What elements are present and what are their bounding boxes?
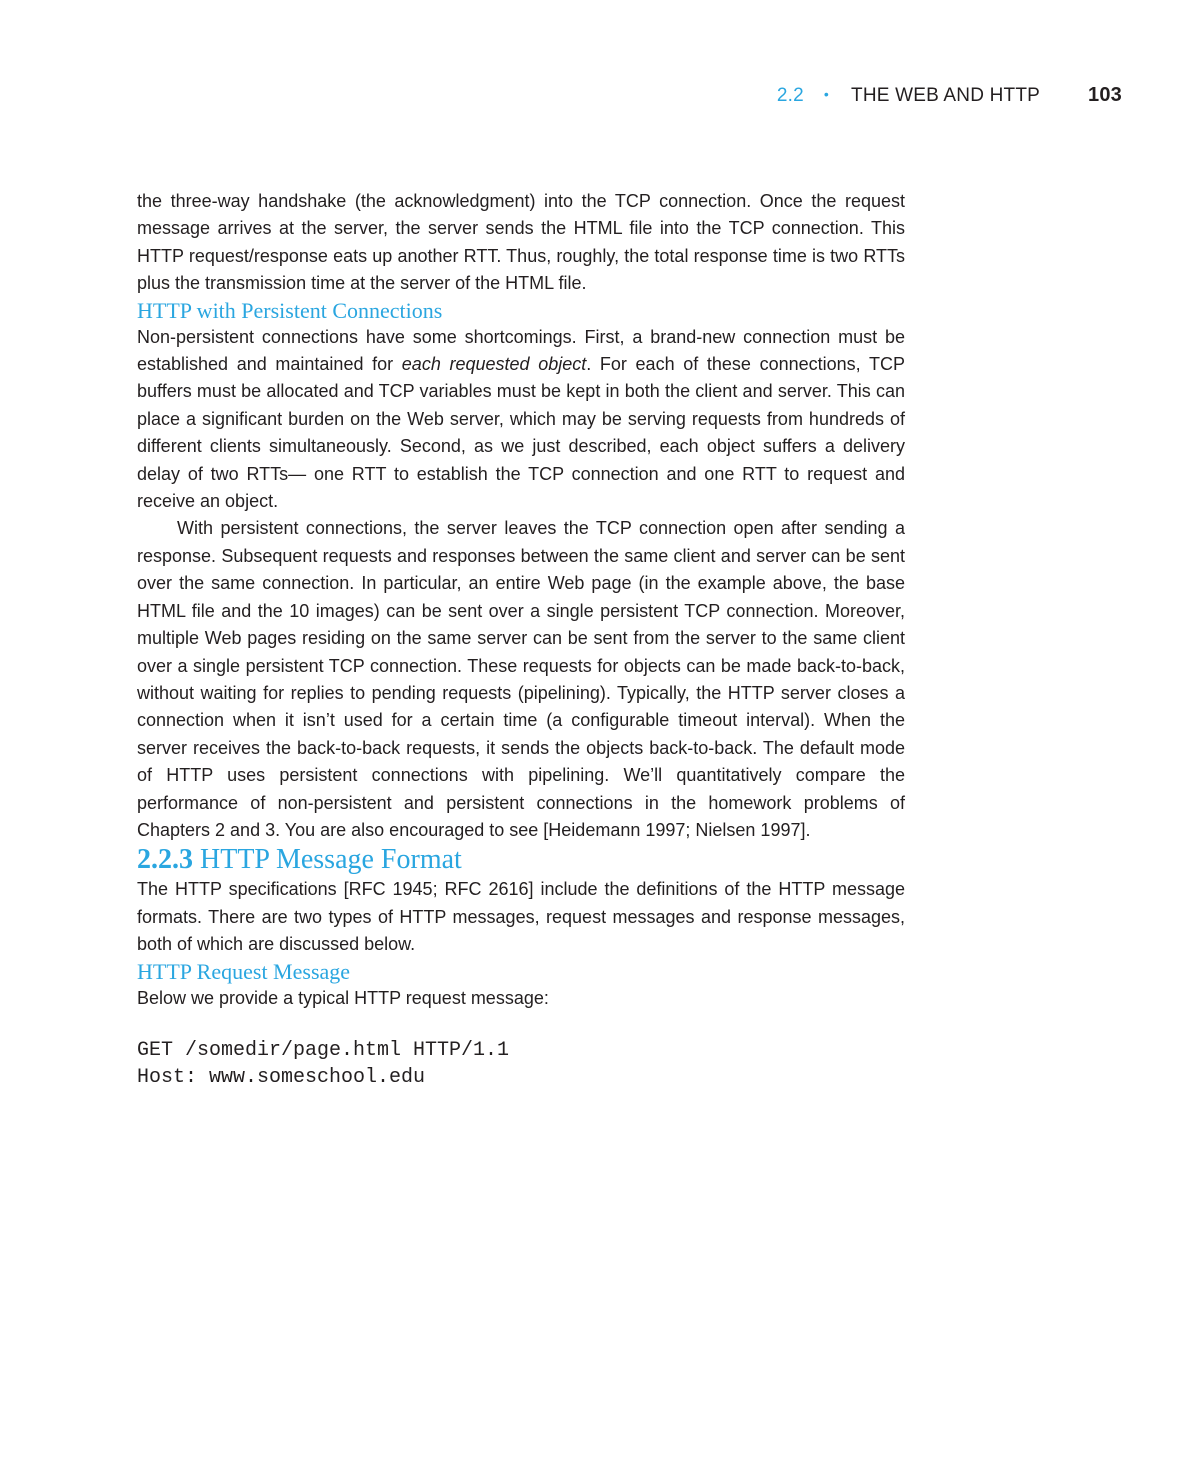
para2-text-end: . For each of these connections, TCP buffers must be allocated and TCP variables must be kept in both the client and server. This can place a significant burden on the Web server, which may be serving requests from hundreds of different clients simultaneously. Second, as we just described, each object suffers a delivery delay of two RTTs— one RTT to establish the TCP connection and one RTT to request and receive an object. (137, 354, 905, 512)
paragraph-http-specifications: The HTTP specifications [RFC 1945; RFC 2616] include the definitions of the HTTP message formats. There are two types of HTTP messages, request messages and response messages, both of which are discussed below. (137, 879, 905, 955)
heading-request-message: HTTP Request Message (137, 958, 351, 984)
section-number: 2.2.3 (137, 844, 193, 876)
running-head-title: THE WEB AND HTTP (851, 85, 1041, 106)
running-head-bullet: • (823, 86, 830, 102)
code-block-request (137, 1037, 905, 1092)
page-number: 103 (1088, 84, 1122, 106)
para2-emphasis: each requested object (401, 354, 587, 375)
code-line-host: Host: www.someschool.edu (137, 1066, 426, 1090)
page-body (137, 188, 905, 1092)
section-title: HTTP Message Format (200, 844, 462, 876)
heading-persistent-connections: HTTP with Persistent Connections (137, 297, 443, 323)
running-head (777, 84, 1122, 107)
code-line-request: GET /somedir/page.html HTTP/1.1 (137, 1038, 510, 1062)
paragraph-nonpersistent-shortcomings (137, 324, 905, 516)
paragraph-request-intro: Below we provide a typical HTTP request message: (137, 987, 549, 1008)
paragraph-rtt-summary: the three-way handshake (the acknowledgment) into the TCP connection. Once the request message arrives at the server, the server sends the HTML file into the TCP connection. This HTTP request/response eats up another RTT. Thus, roughly, the total response time is two RTTs plus the transmission time at the server of the HTML file. (137, 191, 905, 294)
paragraph-persistent-connections: With persistent connections, the server leaves the TCP connection open after sending a response. Subsequent requests and responses between the same client and server can be sent over the same connection. In particular, an entire Web page (in the example above, the base HTML file and the 10 images) can be sent over a single persistent TCP connection. Moreover, multiple Web pages residing on the same server can be sent from the server to the same client over a single persistent TCP connection. These requests for objects can be made back-to-back, without waiting for replies to pending requests (pipelining). Typically, the HTTP server closes a connection when it isn’t used for a certain time (a configurable timeout interval). When the server receives the back-to-back requests, it sends the objects back-to-back. The default mode of HTTP uses persistent connections with pipelining. We’ll quantitatively compare the performance of non-persistent and persistent connections in the homework problems of Chapters 2 and 3. You are also encouraged to see [Heidemann 1997; Nielsen 1997]. (137, 518, 905, 840)
para2-text-start: Non-persistent connections have some shortcomings. First, a brand-new connection must be established and maintained for (137, 326, 905, 375)
section-heading-message-format (137, 844, 905, 876)
running-head-section-number: 2.2 (776, 85, 804, 106)
